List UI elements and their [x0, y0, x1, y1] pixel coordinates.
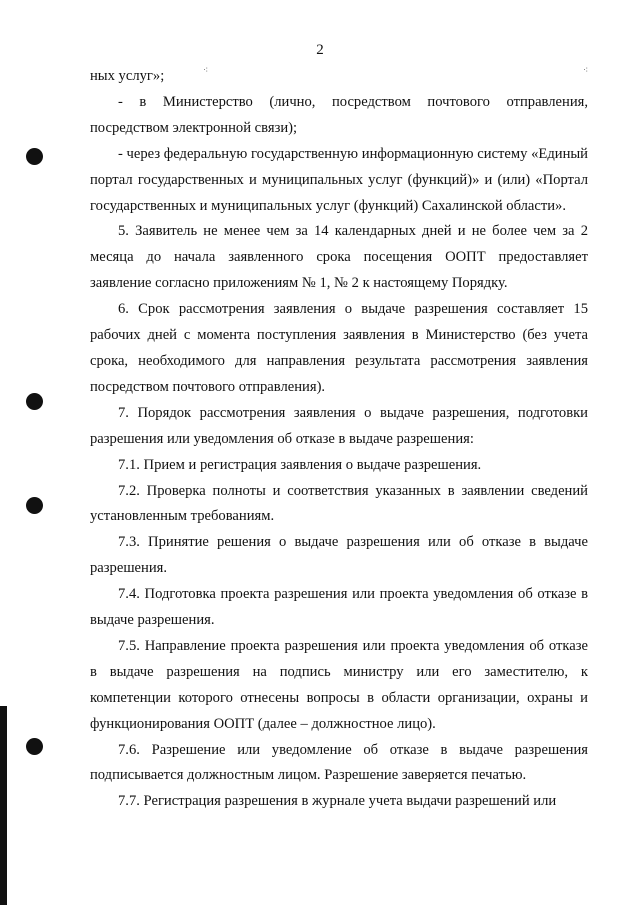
punch-hole-mark	[26, 497, 43, 514]
paragraph-7-3: 7.3. Принятие решения о выдаче разрешения или об отказе в выдаче разрешения.	[90, 534, 588, 577]
scan-speck: ⁖	[583, 66, 589, 76]
paragraph-7-5: 7.5. Направление проекта разрешения или проекта уведомления об отказе в выдаче разрешения на подпись министру или его заместителю, к компетенции которого отнесены вопросы в области организации, охраны и функционирования ООПТ (далее – должностное лицо).	[90, 637, 588, 732]
paragraph-7-6: 7.6. Разрешение или уведомление об отказе в выдаче разрешения подписывается должностным лицом. Разрешение заверяется печатью.	[90, 741, 588, 784]
paragraph-6-review-period: 6. Срок рассмотрения заявления о выдаче разрешения составляет 15 рабочих дней с момента поступления заявления в Министерство (без учета срока, необходимого для направления результата рассмотрения заявления посредством почтового отправления).	[90, 301, 588, 395]
paragraph-7-procedure: 7. Порядок рассмотрения заявления о выдаче разрешения, подготовки разрешения или уведомления об отказе в выдаче разрешения:	[90, 404, 588, 447]
scan-binding-edge	[0, 706, 7, 905]
paragraph-5-deadline: 5. Заявитель не менее чем за 14 календарных дней и не более чем за 2 месяца до начала заявленного срока посещения ООПТ предоставляет заявление согласно приложениям № 1, № 2 к настоящему Порядку.	[90, 223, 588, 292]
paragraph-7-2: 7.2. Проверка полноты и соответствия указанных в заявлении сведений установленным требованиям.	[90, 482, 588, 525]
paragraph-continuation: ных услуг»;	[90, 68, 165, 84]
punch-hole-mark	[26, 738, 43, 755]
document-body	[90, 64, 588, 815]
paragraph-ministry-submission: - в Министерство (лично, посредством почтового отправления, посредством электронной связи);	[90, 93, 588, 136]
paragraph-portal-submission: - через федеральную государственную информационную систему «Единый портал государственных и муниципальных услуг (функций)» и (или) «Портал государственных и муниципальных услуг (функций) Сахалинской области».	[90, 145, 588, 214]
page-number: 2	[316, 42, 324, 58]
scan-speck: ⁖	[203, 66, 209, 76]
paragraph-7-7: 7.7. Регистрация разрешения в журнале учета выдачи разрешений или	[118, 793, 557, 810]
paragraph-7-4: 7.4. Подготовка проекта разрешения или проекта уведомления об отказе в выдаче разрешения.	[90, 586, 588, 629]
paragraph-7-1: 7.1. Прием и регистрация заявления о выдаче разрешения.	[118, 456, 482, 473]
punch-hole-mark	[26, 393, 43, 410]
punch-hole-mark	[26, 148, 43, 165]
